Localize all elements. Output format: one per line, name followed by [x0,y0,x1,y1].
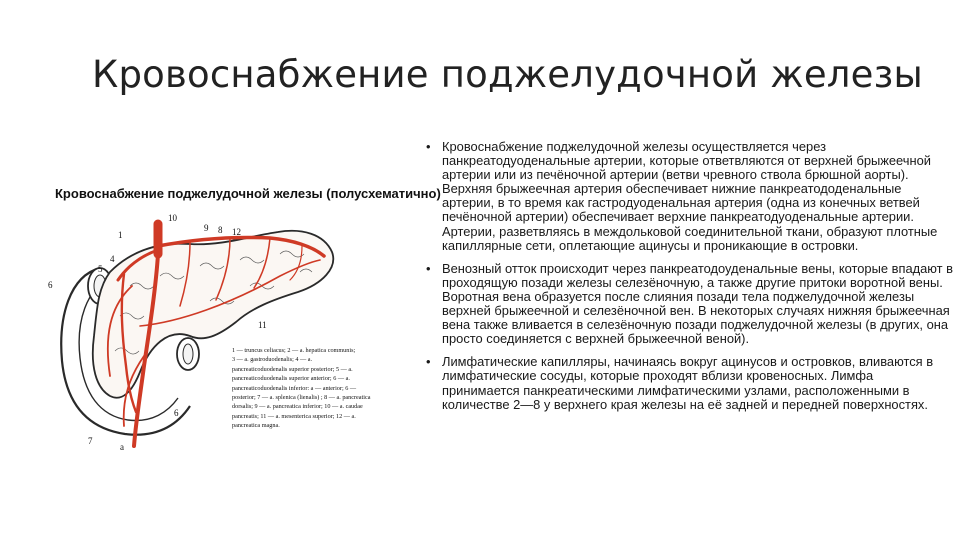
anatomy-figure [40,176,441,466]
bullet-text: Лимфатические капилляры, начинаясь вокруг ацинусов и островков, вливаются в лимфатические сосуды, которые проходят вблизи кровеносных. Лимфа принимается панкреатическими лимфатическими узлами, расположенными в количестве 2—8 у верхнего края железы на её задней и передней поверхностях. [442,354,934,412]
figure-number-4: 5 [98,264,103,274]
figure-number-9: 11 [258,320,267,330]
figure-number-1: 1 [118,230,123,240]
legend-line: pancreatica magna. [232,422,280,430]
figure-number-8: 9 [204,223,209,233]
legend-line: posterior; 7 — a. splenica (lienalis) ; 8 — a. pancreatica [232,394,371,402]
bullet-marker: • [426,260,431,276]
figure-caption: Кровоснабжение поджелудочной железы (полусхематично) [55,186,441,201]
figure-number-a: а [120,442,124,452]
legend-line: 3 — a. gastroduodenalis; 4 — a. [232,356,313,364]
legend-line: pancreatis; 11 — a. mesenterica superior; 12 — a. [232,412,356,420]
legend-line: 1 — truncus celiacus; 2 — a. hepatica communis; [232,347,356,354]
legend-line: dorsalis; 9 — a. pancreatica inferior; 10 — a. caudae [232,403,363,411]
bullet-marker: • [426,354,431,370]
bullet-item [424,140,954,253]
bullet-text: Венозный отток происходит через панкреатодоуденальные вены, которые впадают в проходящую позади железы селезёночную, а также другие притоки воротной вены. Воротная вена образуется после слияния позади тела поджелудочной железы верхней брыжеечной и селезёночной вен. В некоторых случаях нижняя брыжеечная вена также вливается в селезёночную позади поджелудочной железы (в других, она просто соединяется с верхней брыжеечной веной). [442,260,954,347]
figure-number-5: 6 [48,280,53,290]
bullet-list [424,140,954,421]
figure-number-7: 8 [218,225,223,235]
figure-number-3: 4 [110,254,115,264]
legend-line: pancreaticoduodenalis superior posterior; 5 — a. [232,365,353,373]
figure-legend [232,346,412,431]
figure-number-6b: 7 [88,436,93,446]
slide-title: Кровоснабжение поджелудочной железы [92,52,923,96]
bullet-item [424,355,954,411]
bullet-marker: • [426,139,431,154]
legend-line: pancreaticoduodenalis inferior: a — anterior; 6 — [232,384,357,392]
figure-number-10: 12 [232,227,241,237]
figure-number-6a: 6 [174,408,179,418]
bullet-item [424,262,954,347]
legend-line: pancreaticoduodenalis superior anterior; 6 — a. [232,375,350,383]
figure-number-11: 10 [168,213,177,223]
bullet-text: Кровоснабжение поджелудочной железы осуществляется через панкреатодуоденальные артерии, которые ответвляются от верхней брыжеечной артерии или из печёночной артерии (ветви чревного ствола брюшной аорты). Верхняя брыжеечная артерия обеспечивает нижние панкреатододенальные артерии, в то время как гастродуоденальная артерия (одна из конечных ветвей печёночной артерии) обеспечивает верхние панкреатодуоденальные артерии. Артерии, разветвляясь в междольковой соединительной ткани, образуют плотные капиллярные сети, оплетающие ацинусы и проникающие в островки. [442,139,938,253]
